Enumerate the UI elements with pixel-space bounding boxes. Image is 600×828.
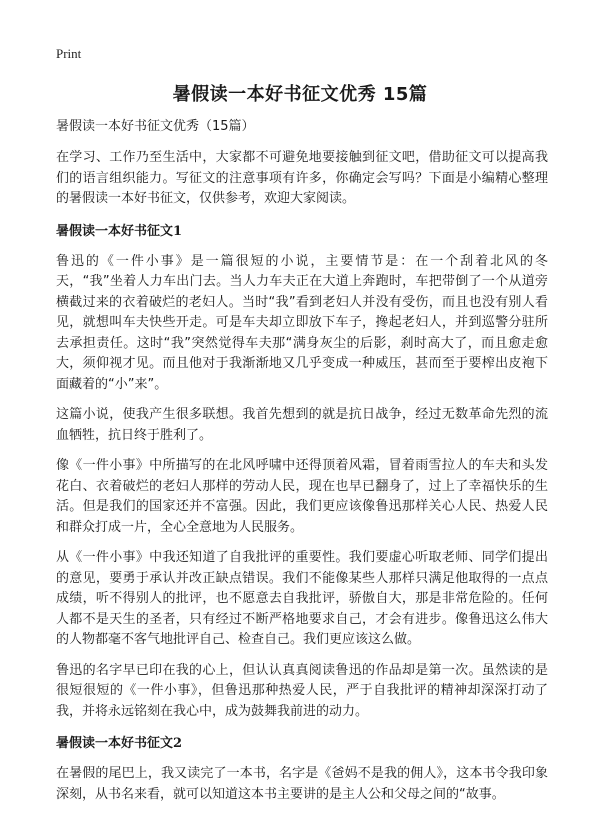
section1-paragraph-4: 从《一件小事》中我还知道了自我批评的重要性。我们要虚心听取老师、同学们提出的意见，要勇于承认并改正缺点错误。我们不能像某些人那样只满足他取得的一点点成绩，听不得别人的批评，也不愿意去自我批评，骄傲自大，那是非常危险的。任何人都不是天生的圣者，只有经过不断严格地要求自己，才会有进步。像鲁迅这么伟大的人物都毫不客气地批评自己、检查自己。我们更应该这么做。: [56, 550, 548, 647]
section-heading-1: 暑假读一本好书征文1: [56, 223, 183, 239]
section2-paragraph-1: 在暑假的尾巴上，我又读完了一本书，名字是《爸妈不是我的佣人》，这本书令我印象深刻，从书名来看，就可以知道这本书主要讲的是主人公和父母之间的“故事。: [56, 766, 548, 802]
section1-paragraph-2: 这篇小说，使我产生很多联想。我首先想到的就是抗日战争，经过无数革命先烈的流血牺牲，抗日终于胜利了。: [56, 407, 548, 443]
print-link[interactable]: Print: [56, 46, 82, 61]
article-subtitle: 暑假读一本好书征文优秀（15篇）: [56, 119, 255, 134]
intro-paragraph: 在学习、工作乃至生活中，大家都不可避免地要接触到征文吧，借助征文可以提高我们的语言组织能力。写征文的注意事项有许多，你确定会写吗？下面是小编精心整理的暑假读一本好书征文，仅供参考，欢迎大家阅读。: [56, 150, 548, 206]
page-title: 暑假读一本好书征文优秀 15篇: [172, 84, 428, 105]
section-heading-2: 暑假读一本好书征文2: [56, 736, 183, 751]
section1-paragraph-3: 像《一件小事》中所描写的在北风呼啸中还得顶着风霜，冒着雨雪拉人的车夫和头发花白、衣着破烂的老妇人那样的劳动人民，现在也早已翻身了，过上了幸福快乐的生活。但是我们的国家还并不富强。因此，我们更应该像鲁迅那样关心人民、热爱人民和群众打成一片，全心全意地为人民服务。: [56, 458, 548, 535]
section1-paragraph-5: 鲁迅的名字早已印在我的心上，但认认真真阅读鲁迅的作品却是第一次。虽然读的是很短很短的《一件小事》，但鲁迅那种热爱人民，严于自我批评的精神却深深打动了我，并将永远铭刻在我心中，成为鼓舞我前进的动力。: [56, 662, 548, 719]
article-body: [56, 116, 548, 815]
section1-paragraph-1: 鲁迅的《一件小事》是一篇很短的小说，主要情节是：在一个刮着北风的冬天，“我”坐着人力车出门去。当人力车夫正在大道上奔跑时，车把带倒了一个从道旁横截过来的衣着破烂的老妇人。当时“我”看到老妇人并没有受伤，而且也没有别人看见，就想叫车夫快些开走。可是车夫却立即放下车子，搀起老妇人，并到巡警分驻所去承担责任。这时“我”突然觉得车夫那“满身灰尘的后影，刹时高大了，而且愈走愈大，须仰视才见。而且他对于我渐渐地又几乎变成一种威压，甚而至于要榨出皮袍下面藏着的“小”来”。: [56, 253, 548, 392]
